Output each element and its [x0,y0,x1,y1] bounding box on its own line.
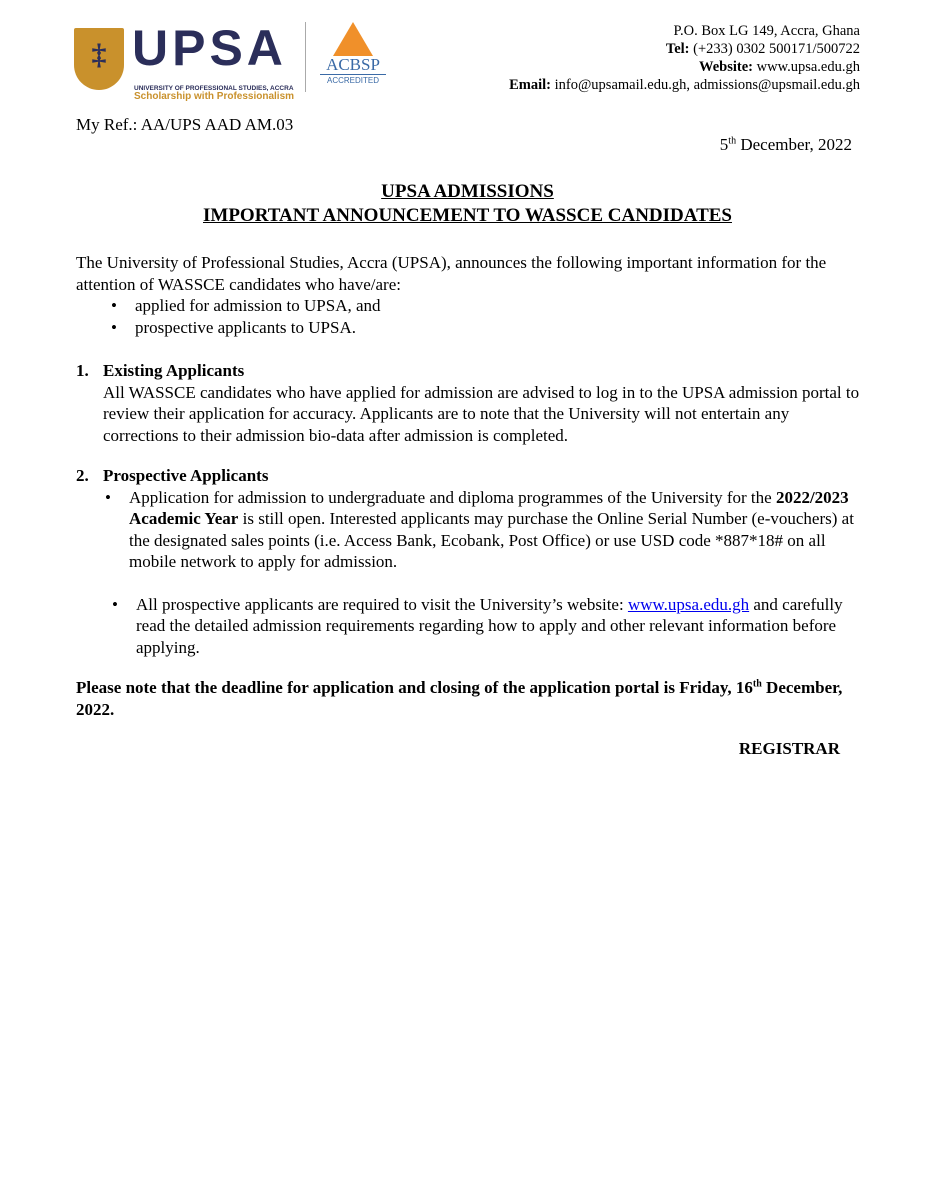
tel-label: Tel: [665,41,690,57]
upsa-logo [74,20,304,102]
list-item: • applied for admission to UPSA, and [135,295,866,317]
intro-paragraph: The University of Professional Studies, Accra (UPSA), announces the following important information for the attention of WASSCE candidates who have/are: [76,253,827,294]
email: info@upsamail.edu.gh, admissions@upsmail.edu.gh [554,77,860,93]
logo-motto: Scholarship with Professionalism [134,91,295,102]
section-heading: Prospective Applicants [103,466,269,485]
contact-block [509,22,860,94]
title-line-1: UPSA ADMISSIONS [381,181,554,202]
acbsp-status: ACCREDITED [320,74,386,86]
logo-text: UPSA [132,20,287,76]
email-label: Email: [509,77,551,93]
section-heading: Existing Applicants [103,361,245,380]
logo-divider [305,22,306,92]
crest-icon: ‡ [74,28,124,90]
title-line-2: IMPORTANT ANNOUNCEMENT TO WASSCE CANDIDATES [203,205,732,226]
section-body: All WASSCE candidates who have applied for admission are advised to log in to the UPSA admission portal to review their application for accuracy. Applicants are to note that the University will not entertain any corrections to their admission bio-data after admission is completed. [103,382,860,445]
deadline-notice: Please note that the deadline for application and closing of the application portal is Friday, 16th December, 2022. [76,678,843,719]
section-prospective-applicants [76,465,866,658]
section-number: 1. [76,361,89,380]
acbsp-logo [320,22,386,94]
logo-subtitle: UNIVERSITY OF PROFESSIONAL STUDIES, ACCRA [134,85,294,92]
tel: (+233) 0302 500171/500722 [693,41,860,57]
address: P.O. Box LG 149, Accra, Ghana [673,23,860,39]
section-existing-applicants [76,360,866,446]
website-link[interactable]: www.upsa.edu.gh [627,594,750,614]
acbsp-triangle-icon [333,22,373,56]
announcement-title [0,180,928,228]
signatory: REGISTRAR [738,739,840,758]
list-item: • prospective applicants to UPSA. [135,317,866,339]
section-number: 2. [76,466,89,485]
list-item: • All prospective applicants are required to visit the University’s website: www.upsa.edu.gh and carefully read the detailed admission requirements regarding how to apply and other relevant information before applying. [136,594,866,659]
intro [76,252,866,338]
website-label: Website: [699,59,753,75]
acbsp-name: ACBSP [326,55,380,74]
list-item: • Application for admission to undergraduate and diploma programmes of the University for the 2022/2023 Academic Year is still open. Interested applicants may purchase the Online Serial Number (e-vouchers) at the designated sales points (i.e. Access Bank, Ecobank, Post Office) or use USD code *887*18# on all mobile network to apply for admission. [129,487,866,573]
website: www.upsa.edu.gh [756,59,860,75]
reference: My Ref.: AA/UPS AAD AM.03 [76,115,294,134]
letter-date: 5th December, 2022 [719,135,852,154]
